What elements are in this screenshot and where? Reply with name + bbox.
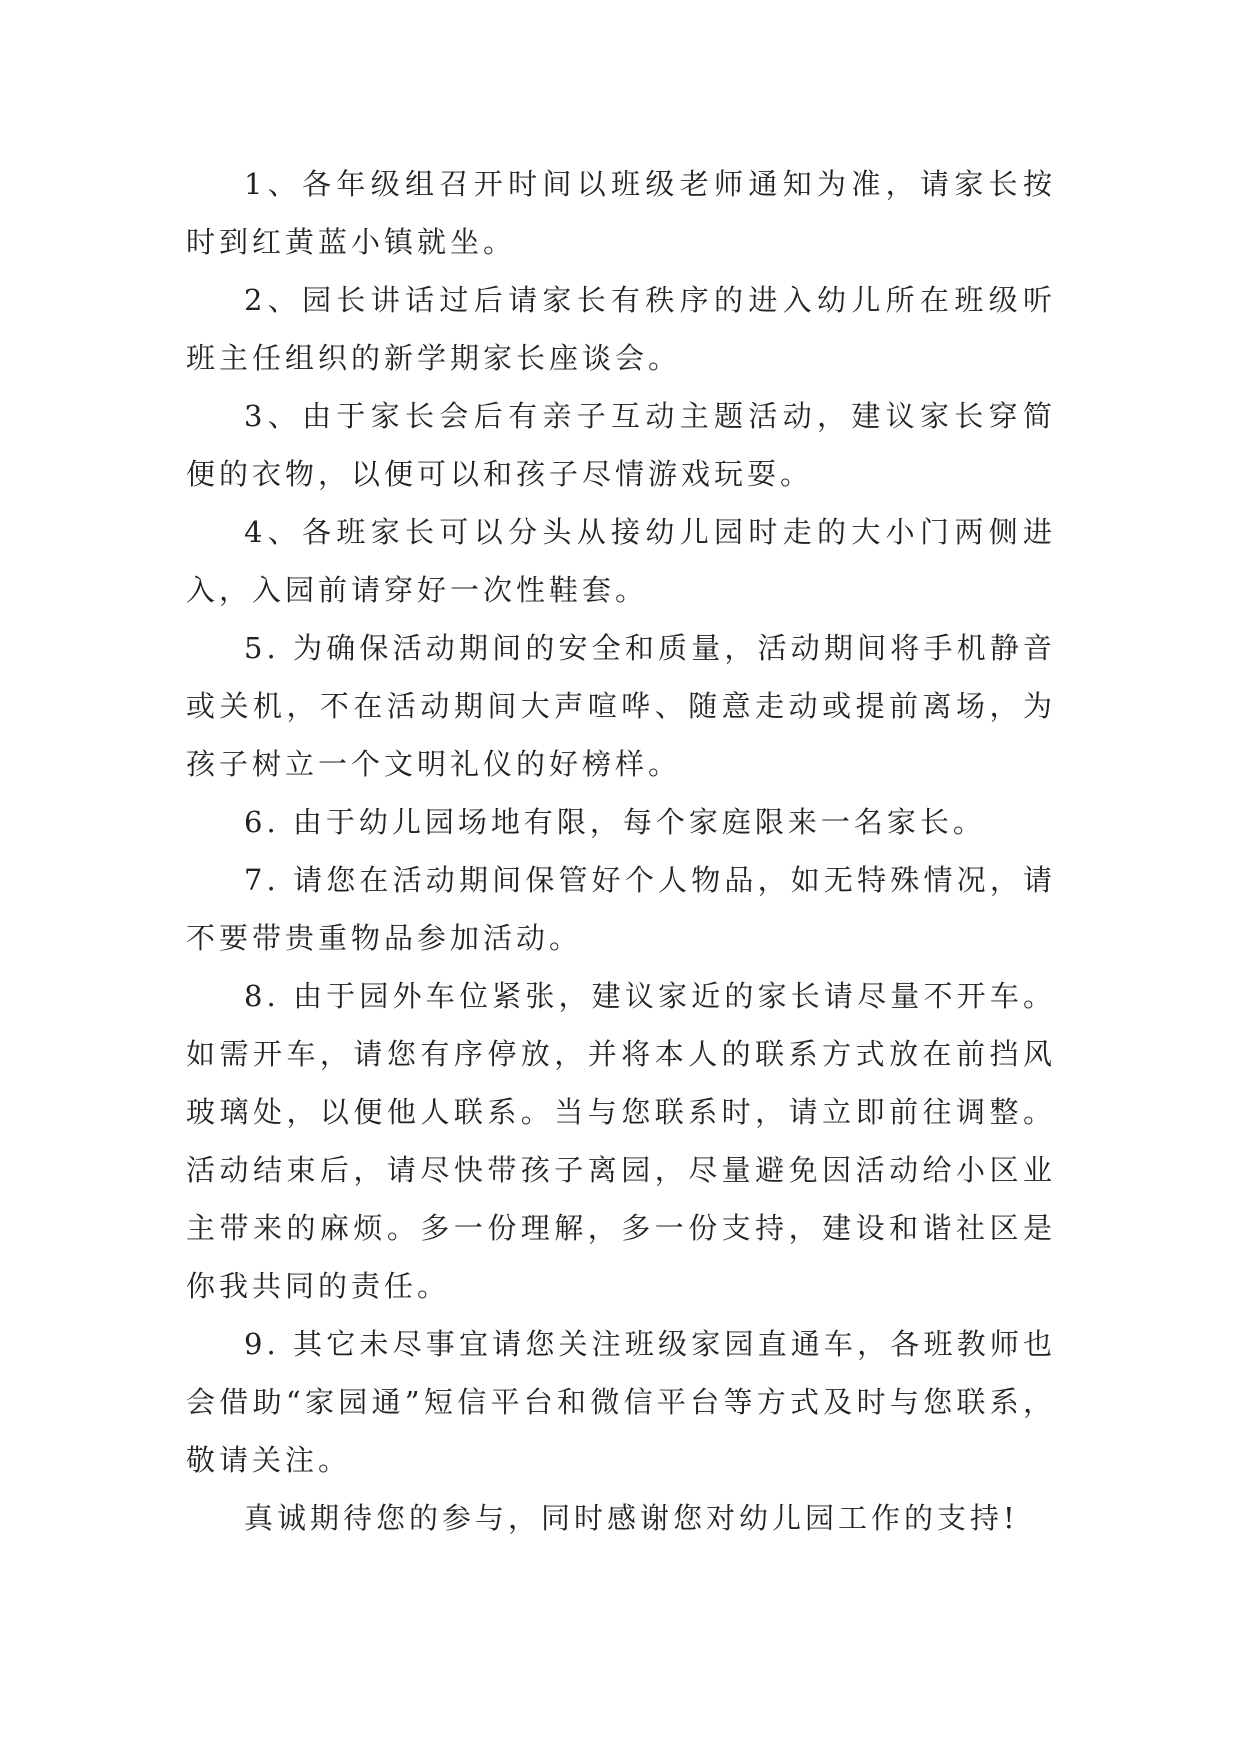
paragraph-item-2: 2、园长讲话过后请家长有秩序的进入幼儿所在班级听班主任组织的新学期家长座谈会。	[186, 283, 1056, 375]
paragraph-item-7: 7. 请您在活动期间保管好个人物品，如无特殊情况，请不要带贵重物品参加活动。	[186, 863, 1056, 955]
paragraph-item-9: 9. 其它未尽事宜请您关注班级家园直通车，各班教师也会借助“家园通”短信平台和微信平台等方式及时与您联系，敬请关注。	[186, 1327, 1056, 1477]
closing-paragraph: 真诚期待您的参与，同时感谢您对幼儿园工作的支持!	[244, 1501, 1019, 1535]
document-body	[186, 155, 1056, 1547]
paragraph-item-4: 4、各班家长可以分头从接幼儿园时走的大小门两侧进入，入园前请穿好一次性鞋套。	[186, 515, 1056, 607]
paragraph-item-1: 1、各年级组召开时间以班级老师通知为准，请家长按时到红黄蓝小镇就坐。	[186, 167, 1056, 259]
paragraph-item-5: 5. 为确保活动期间的安全和质量，活动期间将手机静音或关机，不在活动期间大声喧哗、随意走动或提前离场，为孩子树立一个文明礼仪的好榜样。	[186, 631, 1056, 781]
paragraph-item-3: 3、由于家长会后有亲子互动主题活动，建议家长穿简便的衣物，以便可以和孩子尽情游戏玩耍。	[186, 399, 1056, 491]
paragraph-item-8: 8. 由于园外车位紧张，建议家近的家长请尽量不开车。如需开车，请您有序停放，并将本人的联系方式放在前挡风玻璃处，以便他人联系。当与您联系时，请立即前往调整。活动结束后，请尽快带孩子离园，尽量避免因活动给小区业主带来的麻烦。多一份理解，多一份支持，建设和谐社区是你我共同的责任。	[186, 979, 1056, 1303]
paragraph-item-6: 6. 由于幼儿园场地有限，每个家庭限来一名家长。	[244, 805, 986, 839]
